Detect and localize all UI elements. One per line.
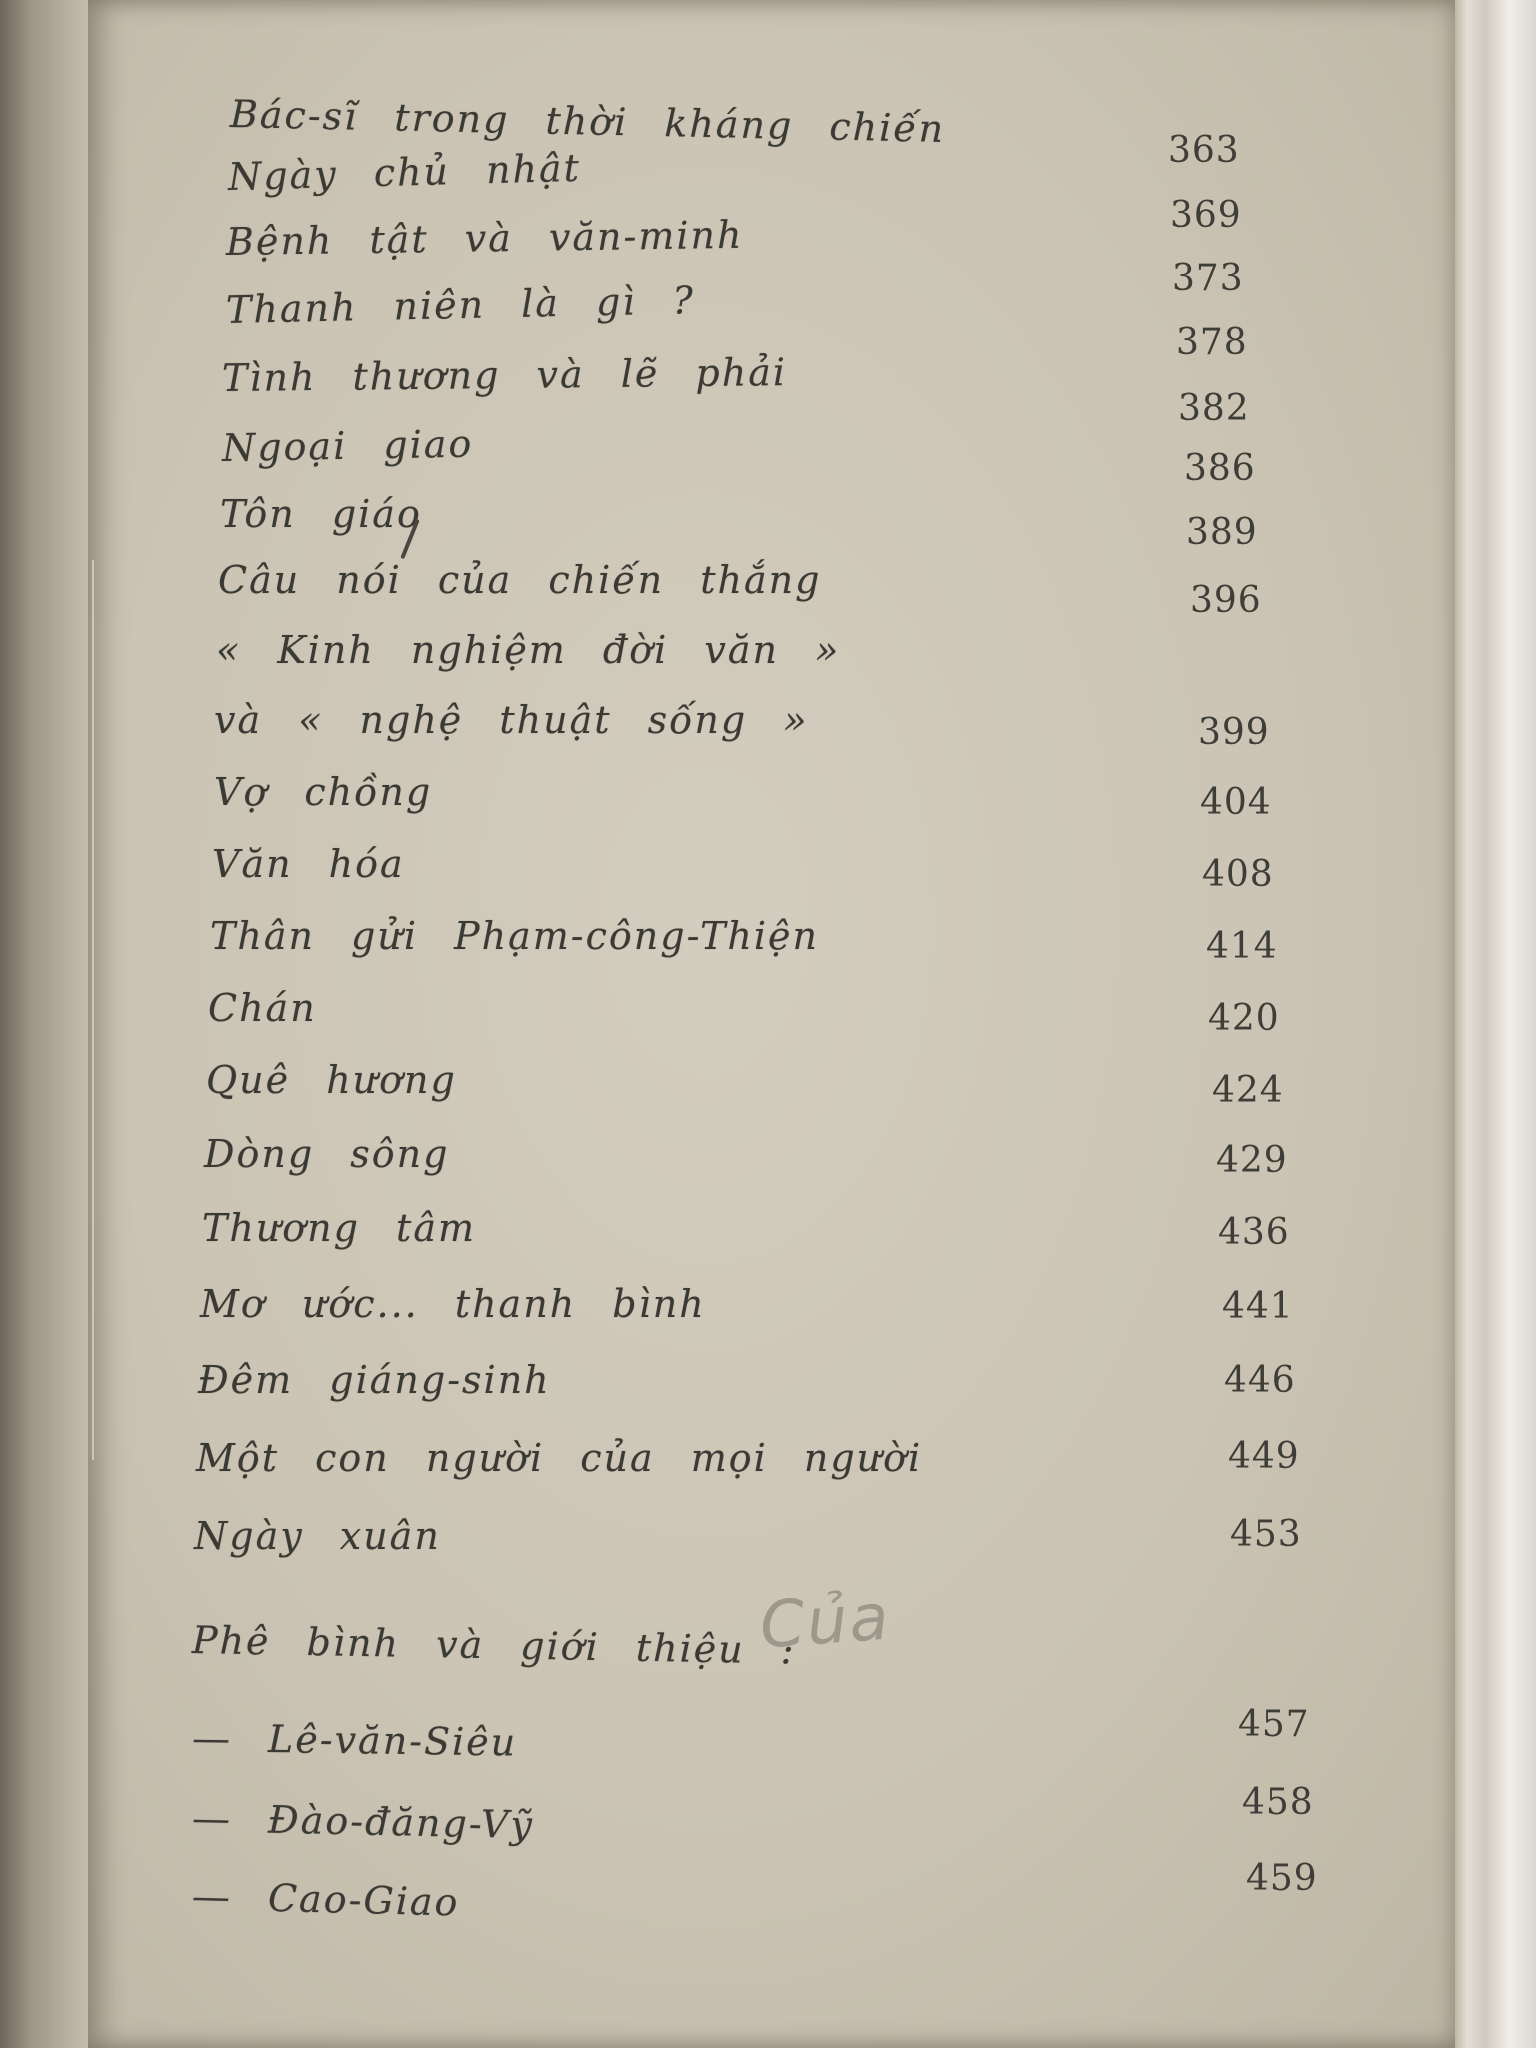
- entry-page-number: 396: [1190, 580, 1262, 621]
- entry-page-number: 436: [1218, 1212, 1290, 1253]
- toc-entry: [214, 770, 1354, 826]
- entry-page-number: 446: [1224, 1360, 1296, 1401]
- entry-page-number: 429: [1216, 1140, 1288, 1181]
- toc-entry: [204, 1132, 1344, 1188]
- toc-entry: [198, 1358, 1338, 1414]
- entry-page-number: 373: [1172, 258, 1244, 299]
- entry-title: Tôn giáo: [220, 492, 422, 536]
- entry-title: « Kinh nghiệm đời văn »: [216, 628, 841, 672]
- entry-page-number: 363: [1168, 130, 1240, 171]
- entry-page-number: 389: [1186, 512, 1258, 553]
- toc-entry: [191, 1858, 1332, 1930]
- entry-title: Thương tâm: [202, 1206, 477, 1250]
- entry-title: — Đào-đăng-Vỹ: [191, 1796, 535, 1848]
- entry-title: Chán: [208, 986, 317, 1030]
- toc-entry: [221, 421, 1362, 489]
- entry-title: Câu nói của chiến thắng: [218, 558, 822, 602]
- entry-title: Một con người của mọi người: [196, 1436, 923, 1480]
- entry-page-number: 449: [1228, 1436, 1300, 1477]
- toc-entry: [200, 1282, 1340, 1338]
- entry-page-number: 369: [1170, 195, 1242, 236]
- handwritten-note: Của: [757, 1580, 893, 1664]
- entry-page-number: 404: [1200, 782, 1272, 823]
- entry-title: Bác-sĩ trong thời kháng chiến: [229, 92, 946, 151]
- entry-title: Thanh niên là gì ?: [225, 278, 696, 332]
- toc-entry: [202, 1206, 1342, 1262]
- entry-title: Thân gửi Phạm-công-Thiện: [210, 914, 820, 958]
- toc-entry: [191, 1704, 1332, 1772]
- toc-entry: [229, 92, 1370, 171]
- entry-page-number: 382: [1178, 388, 1250, 429]
- entry-page-number: 386: [1184, 448, 1256, 489]
- toc-entry: [194, 1514, 1334, 1570]
- toc-entry: [221, 350, 1362, 429]
- entry-page-number: 458: [1242, 1782, 1314, 1823]
- toc-entry: [208, 986, 1348, 1042]
- toc-entry: [216, 628, 1356, 684]
- entry-page-number: 424: [1212, 1070, 1284, 1111]
- entry-title: Ngày xuân: [194, 1514, 441, 1558]
- entry-page-number: 441: [1222, 1286, 1294, 1327]
- entry-title: Ngày chủ nhật: [227, 145, 582, 199]
- entry-page-number: 459: [1246, 1858, 1318, 1899]
- entry-title: Vợ chồng: [214, 770, 433, 814]
- entry-title: Mơ ước... thanh bình: [200, 1282, 706, 1326]
- toc-entry: [191, 1782, 1332, 1852]
- entry-title: Dòng sông: [204, 1132, 450, 1176]
- entry-title: và « nghệ thuật sống »: [214, 698, 809, 742]
- entry-page-number: 453: [1230, 1514, 1302, 1555]
- toc-entry: [220, 492, 1360, 553]
- entry-title: Quê hương: [206, 1058, 457, 1102]
- entry-page-number: 420: [1208, 998, 1280, 1039]
- entry-page-number: 378: [1176, 322, 1248, 363]
- entry-page-number: 414: [1206, 926, 1278, 967]
- toc-entry: [206, 1058, 1346, 1114]
- entry-title: Văn hóa: [212, 842, 405, 886]
- toc-entry: [214, 698, 1354, 754]
- entry-page-number: 399: [1198, 712, 1270, 753]
- entry-page-number: 408: [1202, 854, 1274, 895]
- entry-title: Ngoại giao: [221, 421, 474, 470]
- toc-entry: [210, 914, 1350, 970]
- toc-entry: [218, 558, 1358, 621]
- entry-title: Bệnh tật và văn-minh: [225, 212, 744, 264]
- entry-title: — Lê-văn-Siêu: [191, 1716, 518, 1765]
- entry-title: Tình thương và lẽ phải: [221, 350, 788, 400]
- entry-page-number: 457: [1238, 1704, 1310, 1745]
- toc-entry: [196, 1436, 1336, 1492]
- entry-title: Đêm giáng-sinh: [198, 1358, 551, 1402]
- toc-entry: [212, 842, 1352, 898]
- entry-title: — Cao-Giao: [191, 1874, 461, 1925]
- section-heading-title: Phê bình và giới thiệu :: [191, 1618, 796, 1673]
